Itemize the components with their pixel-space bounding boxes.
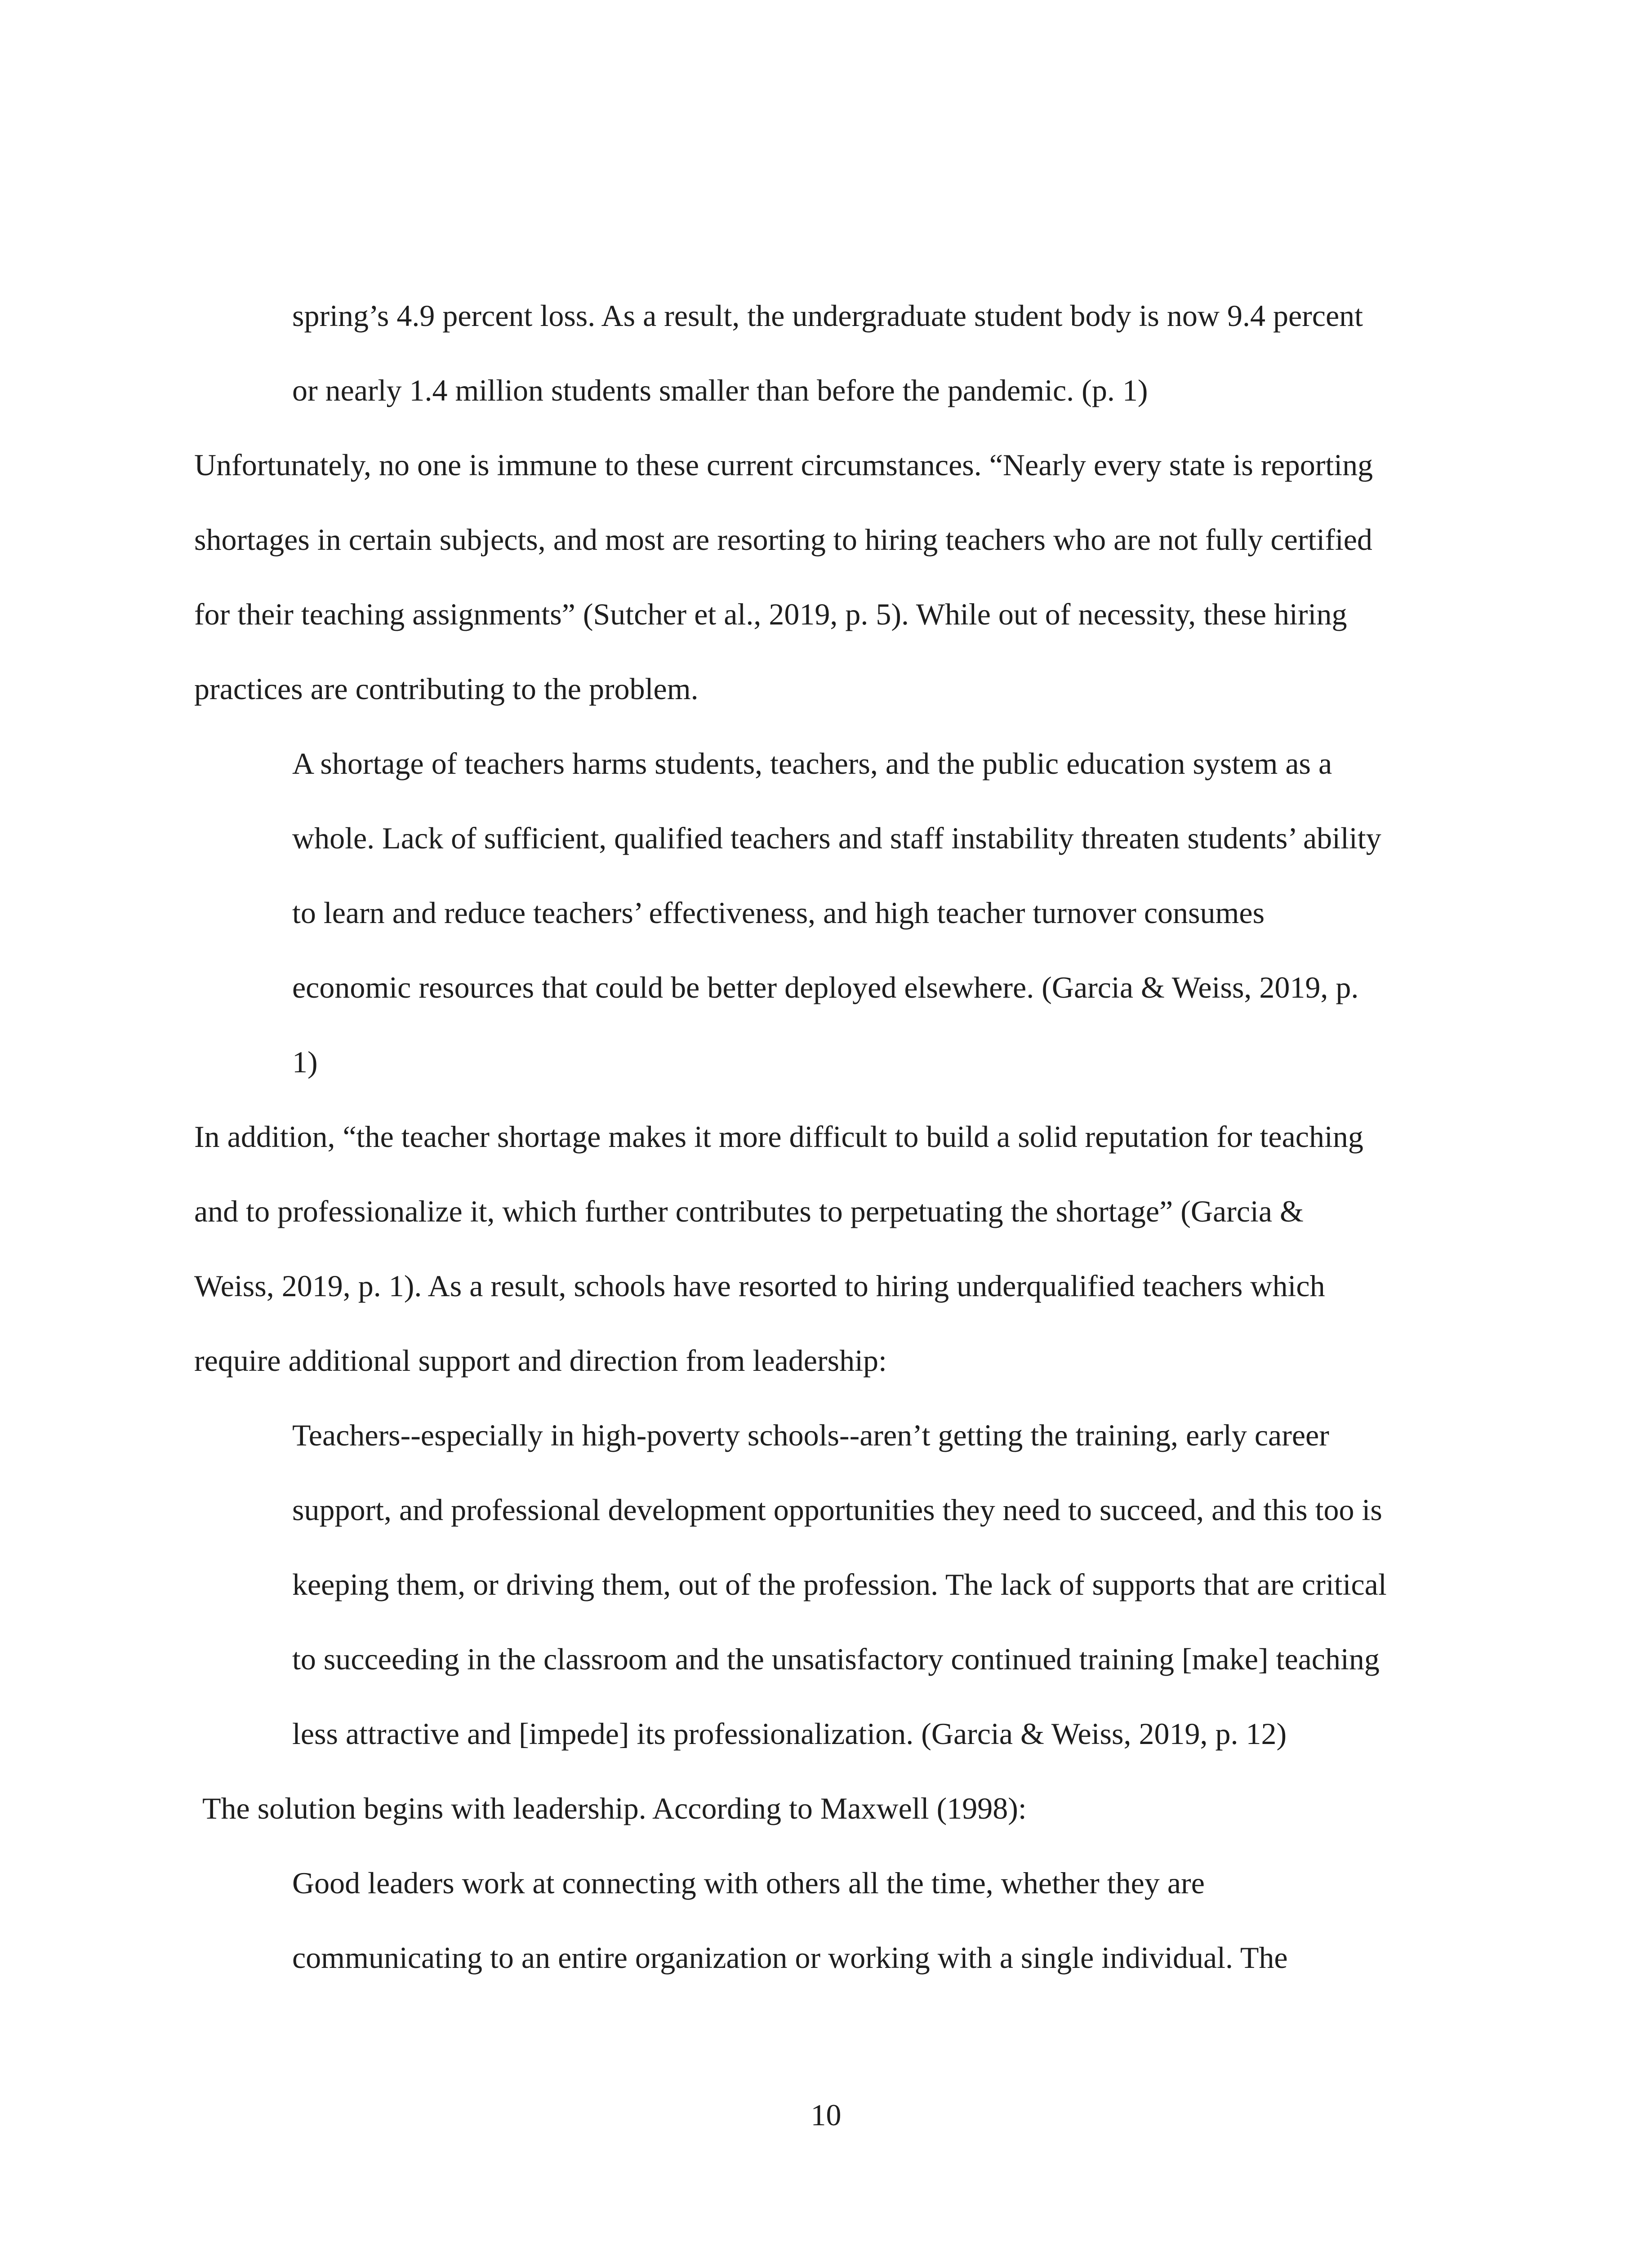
paragraph-line: and to professionalize it, which further contributes to perpetuating the shortage” (Garcia & bbox=[194, 1194, 1304, 1228]
paragraph-line: require additional support and direction from leadership: bbox=[194, 1343, 887, 1378]
quote-line: whole. Lack of sufficient, qualified teachers and staff instability threaten students’ ability bbox=[292, 821, 1381, 855]
paragraph-line: for their teaching assignments” (Sutcher et al., 2019, p. 5). While out of necessity, these hiring bbox=[194, 597, 1347, 631]
paragraph-line: Unfortunately, no one is immune to these current circumstances. “Nearly every state is reporting bbox=[194, 448, 1373, 482]
quote-line: Good leaders work at connecting with others all the time, whether they are bbox=[292, 1866, 1205, 1900]
quote-line: economic resources that could be better deployed elsewhere. (Garcia & Weiss, 2019, p. bbox=[292, 970, 1359, 1004]
paragraph-line: practices are contributing to the problem. bbox=[194, 672, 699, 706]
quote-line: Teachers--especially in high-poverty schools--aren’t getting the training, early career bbox=[292, 1418, 1329, 1452]
quote-line: to succeeding in the classroom and the unsatisfactory continued training [make] teaching bbox=[292, 1642, 1380, 1676]
paragraph-line: shortages in certain subjects, and most are resorting to hiring teachers who are not fully certified bbox=[194, 522, 1372, 557]
quote-line: communicating to an entire organization or working with a single individual. The bbox=[292, 1940, 1288, 1975]
quote-line: spring’s 4.9 percent loss. As a result, the undergraduate student body is now 9.4 percent bbox=[292, 299, 1363, 333]
quote-line: 1) bbox=[292, 1045, 318, 1079]
paragraph-line: Weiss, 2019, p. 1). As a result, schools have resorted to hiring underqualified teachers which bbox=[194, 1269, 1325, 1303]
quote-line: keeping them, or driving them, out of the profession. The lack of supports that are critical bbox=[292, 1567, 1387, 1601]
paragraph-line: In addition, “the teacher shortage makes it more difficult to build a solid reputation for teaching bbox=[194, 1120, 1363, 1154]
quote-line: A shortage of teachers harms students, teachers, and the public education system as a bbox=[292, 746, 1332, 781]
page-number: 10 bbox=[810, 2098, 842, 2132]
quote-line: or nearly 1.4 million students smaller than before the pandemic. (p. 1) bbox=[292, 373, 1148, 407]
quote-line: to learn and reduce teachers’ effectiveness, and high teacher turnover consumes bbox=[292, 896, 1265, 930]
quote-line: less attractive and [impede] its professionalization. (Garcia & Weiss, 2019, p. 12) bbox=[292, 1717, 1287, 1751]
quote-line: support, and professional development opportunities they need to succeed, and this too is bbox=[292, 1493, 1382, 1527]
paragraph-line: The solution begins with leadership. According to Maxwell (1998): bbox=[202, 1791, 1027, 1825]
